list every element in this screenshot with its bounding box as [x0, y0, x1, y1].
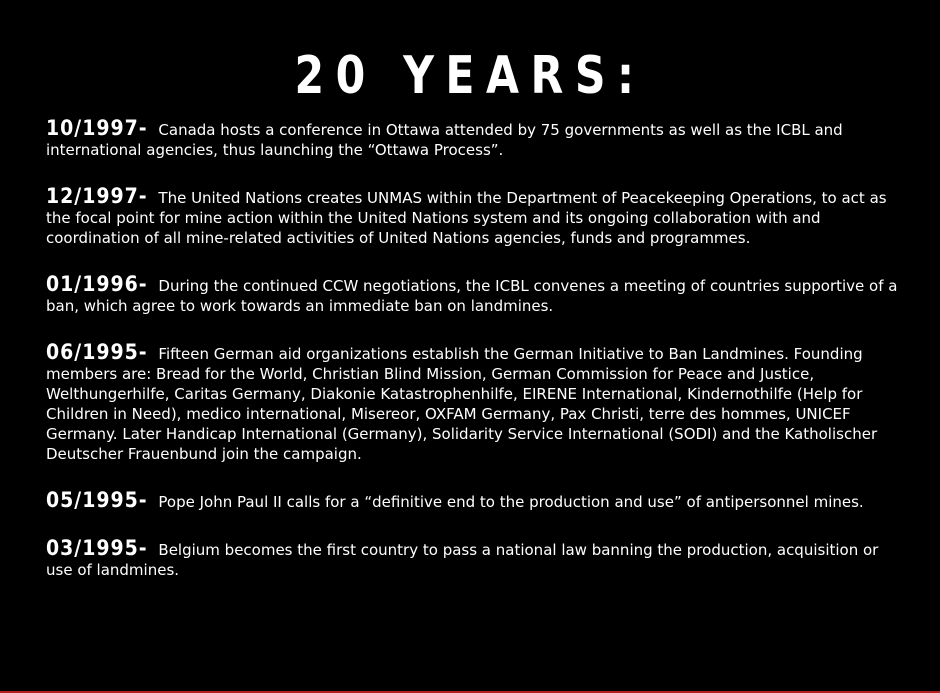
timeline-date: 01/1996-	[46, 272, 148, 296]
timeline-entry	[46, 186, 902, 248]
timeline-date: 05/1995-	[46, 488, 148, 512]
timeline-date: 03/1995-	[46, 536, 148, 560]
timeline-date: 10/1997-	[46, 116, 148, 140]
timeline-entry	[46, 342, 902, 464]
timeline-date: 06/1995-	[46, 340, 148, 364]
timeline-text: Belgium becomes the first country to pass a national law banning the production, acquisition or use of landmines.	[46, 541, 879, 579]
timeline-text: Canada hosts a conference in Ottawa attended by 75 governments as well as the ICBL and international agencies, thus launching the “Ottawa Process”.	[46, 121, 843, 159]
timeline-entry	[46, 118, 902, 160]
timeline-text: Pope John Paul II calls for a “definitive end to the production and use” of antipersonnel mines.	[158, 493, 864, 511]
timeline-entry	[46, 274, 902, 316]
timeline-date: 12/1997-	[46, 184, 148, 208]
timeline-entry	[46, 490, 902, 512]
timeline-text: During the continued CCW negotiations, the ICBL convenes a meeting of countries supportive of a ban, which agree to work towards an immediate ban on landmines.	[46, 277, 898, 315]
page-title: 20 YEARS:	[294, 46, 646, 106]
timeline-text: The United Nations creates UNMAS within the Department of Peacekeeping Operations, to act as the focal point for mine action within the United Nations system and its ongoing collaboration with and coordination of all mine-related activities of United Nations agencies, funds and programmes.	[46, 189, 887, 247]
timeline-entry	[46, 538, 902, 580]
timeline-list	[46, 118, 902, 606]
timeline-text: Fifteen German aid organizations establish the German Initiative to Ban Landmines. Founding members are: Bread for the World, Christian Blind Mission, German Commission for Peace and Justice, Welthungerhilfe, Caritas Germany, Diakonie Katastrophenhilfe, EIRENE International, Kindernothilfe (Help for Children in Need), medico international, Misereor, OXFAM Germany, Pax Christi, terre des hommes, UNICEF Germany. Later Handicap International (Germany), Solidarity Service International (SODI) and the Katholischer Deutscher Frauenbund join the campaign.	[46, 345, 878, 463]
